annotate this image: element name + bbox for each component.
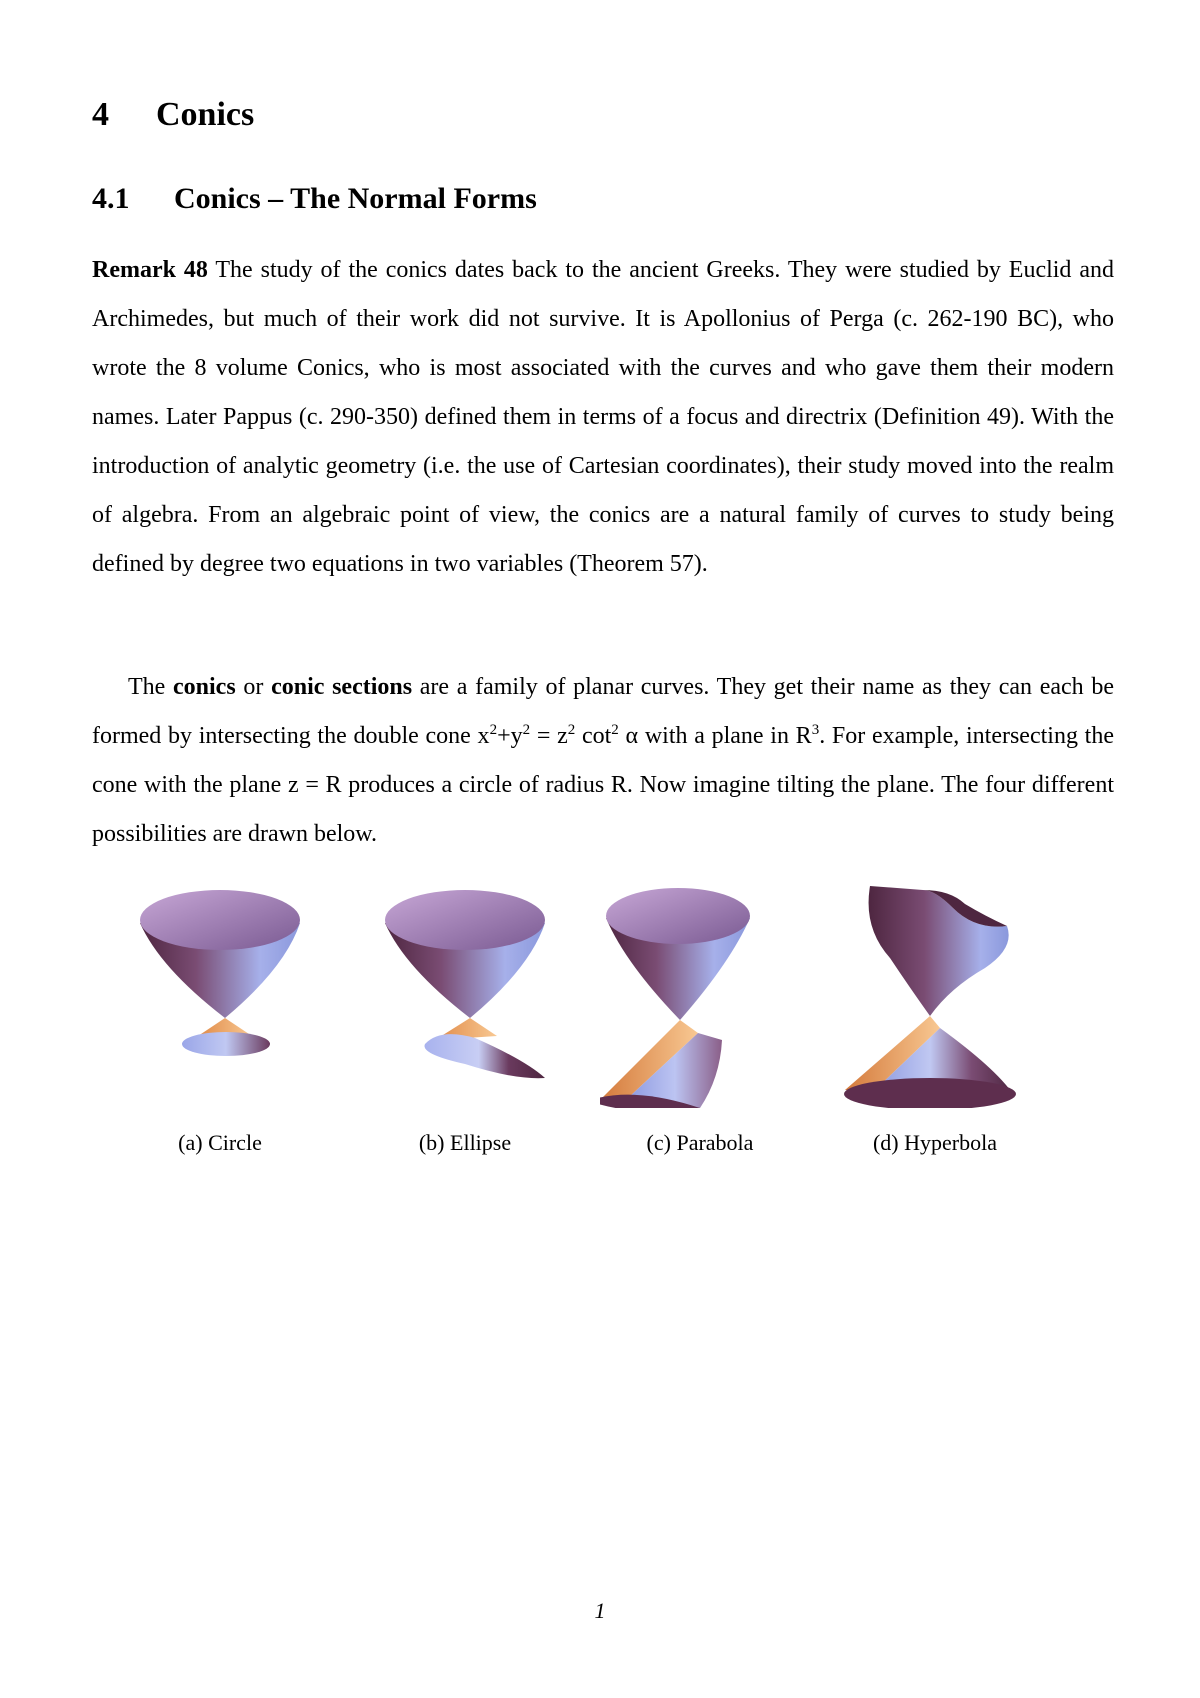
superscript: 2 <box>522 722 531 738</box>
superscript: 2 <box>489 722 498 738</box>
section-number: 4.1 <box>92 182 130 215</box>
figure-parabola <box>600 868 800 1168</box>
para2-text: are a family of planar curves. They get their name as they can each be formed by intersecting the double cone x <box>92 674 1115 749</box>
chapter-title: Conics <box>156 96 255 133</box>
figure-caption: (a) Circle <box>178 1130 262 1155</box>
conic-figures <box>120 868 1040 1168</box>
superscript: 2 <box>567 722 576 738</box>
page-number: 1 <box>594 1598 606 1623</box>
remark-text: The study of the conics dates back to the ancient Greeks. They were studied by Euclid and Archimedes, but much of their work did not survive. It is Apollonius of Perga (c. 262-190 BC), who wrote the 8 volume Conics, who is most associated with the curves and who gave them their modern names. Later Pappus (c. 290-350) defined them in terms of a focus and directrix (Definition 49). With the introduction of analytic geometry (i.e. the use of Cartesian coordinates), their study moved into the realm of algebra. From an algebraic point of view, the conics are a natural family of curves to study being defined by degree two equations in two variables (Theorem 57). <box>92 257 1115 577</box>
superscript: 3 <box>811 722 820 738</box>
conics-paragraph <box>92 663 1114 859</box>
remark-paragraph <box>92 246 1114 589</box>
ellipse-cone-illustration <box>365 868 565 1108</box>
section-title: Conics – The Normal Forms <box>174 182 537 215</box>
term-conics: conics <box>173 674 236 700</box>
para2-text: . For example, intersecting the cone with the plane z = R produces a circle of radius R. Now imagine tilting the plane. The four different possibilities are drawn below. <box>92 723 1114 847</box>
term-conic-sections: conic sections <box>271 674 413 700</box>
section-heading <box>92 182 537 216</box>
para2-text: or <box>235 674 272 700</box>
figure-caption: (b) Ellipse <box>418 1130 512 1155</box>
figure-caption: (c) Parabola <box>646 1130 754 1155</box>
figure-circle <box>120 868 320 1168</box>
figure-ellipse <box>365 868 565 1168</box>
para2-text: +y <box>497 723 523 749</box>
para2-text: = z <box>530 723 568 749</box>
figure-caption: (d) Hyperbola <box>872 1130 997 1155</box>
parabola-cone-illustration <box>600 868 800 1108</box>
chapter-number: 4 <box>92 96 109 133</box>
circle-cone-illustration <box>120 868 320 1108</box>
para2-text: α with a plane in R <box>618 723 812 749</box>
remark-label: Remark 48 <box>92 257 208 283</box>
figure-hyperbola <box>835 868 1035 1168</box>
para2-text: cot <box>575 723 612 749</box>
para2-text: The <box>128 674 174 700</box>
superscript: 2 <box>611 722 619 738</box>
hyperbola-cone-illustration <box>835 868 1035 1108</box>
chapter-heading <box>92 96 254 134</box>
